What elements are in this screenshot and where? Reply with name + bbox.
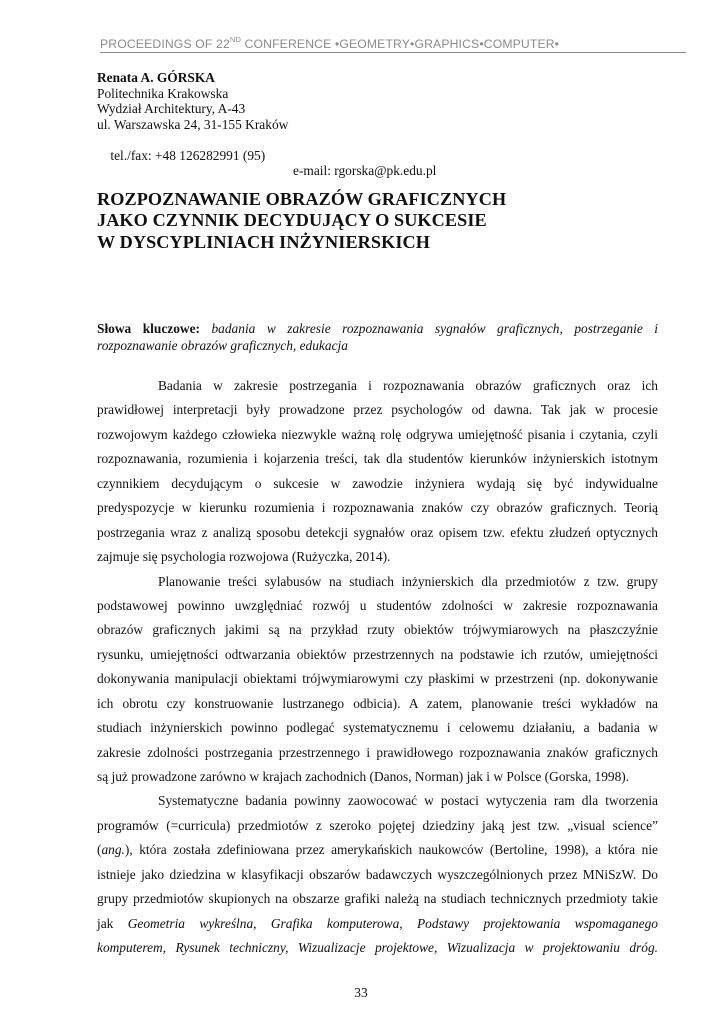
paragraph-line: obrazów graficznych jakimi są na przykład rzuty obiektów trójwymiarowych na płaszczyźnie — [97, 622, 658, 638]
paragraph-line: studiach inżynierskich powinno podlegać systematycznemu i celowemu działaniu, a badania w — [97, 720, 658, 736]
title-line-1: ROZPOZNAWANIE OBRAZÓW GRAFICZNYCH — [97, 189, 507, 209]
paragraph-line: są już prowadzone zarówno w krajach zachodnich (Danos, Norman) jak i w Polsce (Gorska, 1998). — [97, 769, 630, 784]
author-contact — [97, 132, 657, 194]
paragraph-line: predyspozycje w kierunku rozumienia i rozpoznawania znaków czy obrazów graficznych. Teorią — [97, 500, 658, 516]
paragraph-line: dokonywania manipulacji obiektami trójwymiarowymi czy płaskimi w przestrzeni (np. dokonywanie — [97, 671, 658, 687]
author-affiliation: Politechnika Krakowska — [97, 85, 229, 101]
paragraph-line: prawidłowej interpretacji były prowadzone przez psychologów od dawna. Tak jak w procesie — [97, 402, 658, 418]
keywords-label: Słowa kluczowe: — [97, 321, 200, 336]
paragraph-line: podstawowej powinno uwzględniać rozwój u studentów zdolności w zakresie rozpoznawania — [97, 597, 658, 613]
paragraph-line: czynnikiem decydującym o sukcesie w zawodzie inżyniera wydają się być indywidualne — [97, 475, 658, 491]
paragraph-line: jak Geometria wykreślna, Grafika komputerowa, Podstawy projektowania wspomaganego — [97, 915, 658, 931]
paragraph-line: istnieje jako dziedzina w klasyfikacji obszarów badawczych wyszczególnionych przez MNiSzW. Do — [97, 866, 658, 882]
paragraph-3 — [97, 789, 658, 960]
header-suffix: CONFERENCE •GEOMETRY•GRAPHICS•COMPUTER• — [241, 37, 560, 52]
paragraph-line: postrzegania wraz z analizą sposobu detekcji sygnałów oraz opisem tzw. efektu złudzeń optycznych — [97, 524, 658, 540]
page-number: 33 — [354, 985, 368, 1000]
author-block — [97, 70, 657, 194]
paragraph-line: zajmuje się psychologia rozwojowa (Rużyczka, 2014). — [97, 549, 391, 565]
paragraph-line: Planowanie treści sylabusów na studiach inżynierskich dla przedmiotów z tzw. grupy — [158, 573, 658, 589]
body-text — [97, 374, 658, 961]
paragraph-line: rozpoznawania, rozumienia i kojarzenia treści, tak dla studentów kierunków inżynierskich istotnym — [97, 451, 658, 467]
paragraph-line: Systematyczne badania powinny zaowocować w postaci wytyczenia ram dla tworzenia — [158, 793, 658, 809]
paragraph-line: rysunku, umiejętności odtwarzania obiektów przestrzennych na podstawie ich rzutów, umiejętności — [97, 646, 658, 662]
paragraph-line: rozwojowym każdego człowieka niezwykle ważną rolę odgrywa umiejętność pisania i czytania, czyli — [97, 426, 658, 442]
author-address: ul. Warszawska 24, 31-155 Kraków — [97, 116, 289, 132]
paragraph-1 — [97, 374, 658, 570]
keywords — [97, 320, 658, 354]
paragraph-line: zakresie zdolności postrzegania przestrzennego i prawidłowego rozpoznawania znaków graficznych — [97, 744, 658, 760]
author-email[interactable]: e-mail: rgorska@pk.edu.pl — [293, 163, 437, 178]
paper-title — [97, 189, 657, 253]
paragraph-line: programów (=curricula) przedmiotów z szeroko pojętej dziedziny jaką jest tzw. „visual science” — [97, 817, 658, 833]
header-rule — [100, 52, 686, 53]
title-line-3: W DYSCYPLINIACH INŻYNIERSKICH — [97, 231, 431, 252]
title-line-2: JAKO CZYNNIK DECYDUJĄCY O SUKCESIE — [97, 210, 487, 231]
author-department: Wydział Architektury, A-43 — [97, 101, 246, 116]
paragraph-line: komputerem, Rysunek techniczny, Wizualizacje projektowe, Wizualizacja w projektowaniu dróg. — [97, 940, 658, 956]
keywords-text: badania w zakresie rozpoznawania sygnałów graficznych, postrzeganie i rozpoznawanie obrazów graficznych, edukacja — [97, 321, 658, 353]
paragraph-line: ich obrotu czy konstruowanie lustrzanego odbicia). A zatem, planowanie treści wykładów na — [97, 695, 658, 711]
author-name: Renata A. GÓRSKA — [97, 70, 215, 85]
header-superscript: ND — [229, 35, 242, 44]
paragraph-2 — [97, 570, 658, 790]
header-prefix: PROCEEDINGS OF 22 — [100, 37, 230, 52]
paragraph-line: grupy przedmiotów skupionych na obszarze grafiki należą na studiach technicznych przedmioty takie — [97, 891, 658, 907]
paragraph-line: (ang.), która została zdefiniowana przez amerykańskich naukowców (Bertoline, 1998), a która nie — [97, 842, 658, 858]
author-phone: tel./fax: +48 126282991 (95) — [110, 147, 266, 163]
running-header — [100, 36, 685, 51]
paragraph-line: Badania w zakresie postrzegania i rozpoznawania obrazów graficznych oraz ich — [158, 378, 658, 393]
